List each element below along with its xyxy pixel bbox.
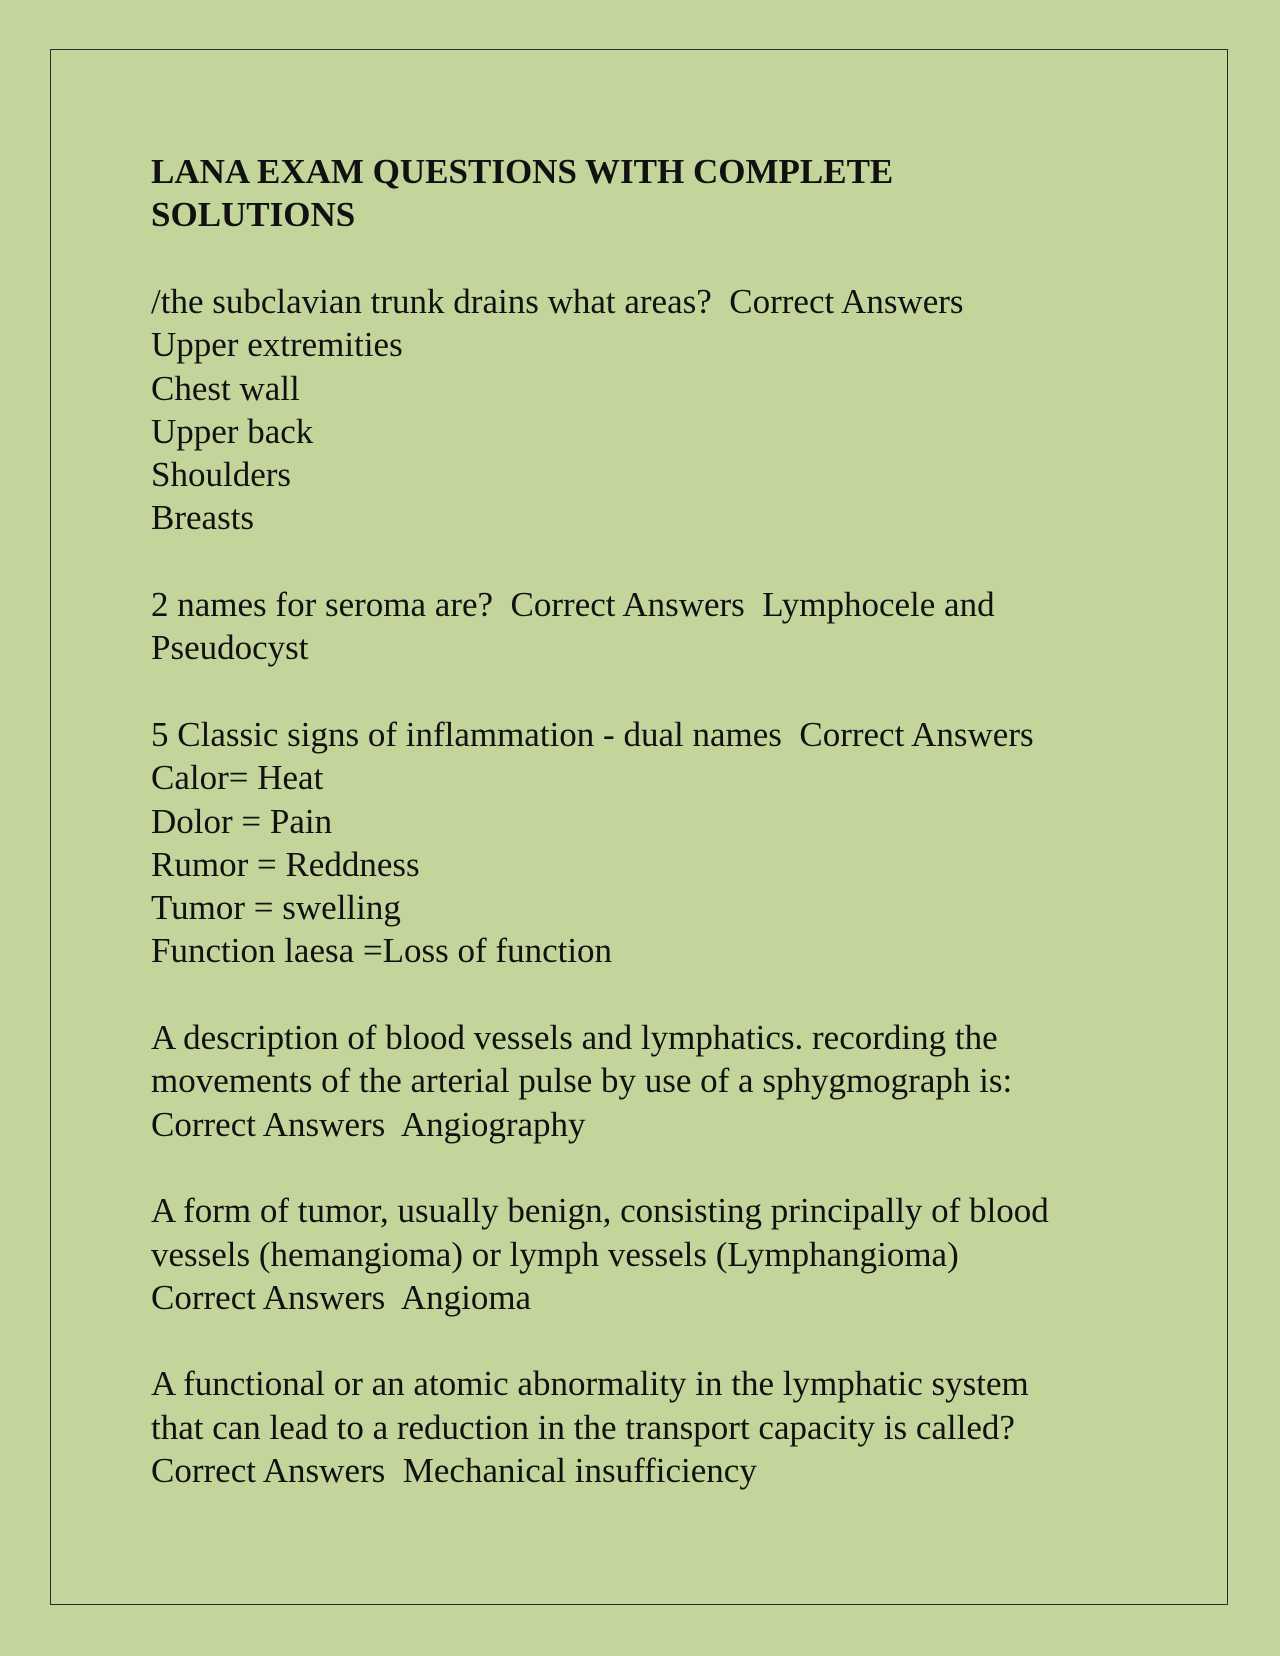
answer-line: Correct Answers Mechanical insufficiency bbox=[151, 1451, 757, 1491]
qa-block-inflammation-signs bbox=[151, 713, 1151, 973]
question-line: A description of blood vessels and lymphatics. recording the bbox=[151, 1018, 998, 1058]
qa-block-mechanical-insufficiency bbox=[151, 1362, 1151, 1492]
qa-block-subclavian-trunk bbox=[151, 280, 1151, 540]
question-line: vessels (hemangioma) or lymph vessels (Lymphangioma) bbox=[151, 1234, 959, 1274]
answer-line: Tumor = swelling bbox=[151, 888, 401, 928]
question-line: A form of tumor, usually benign, consisting principally of blood bbox=[151, 1191, 1049, 1231]
qa-list bbox=[151, 280, 1151, 1492]
question-line: 5 Classic signs of inflammation - dual names Correct Answers bbox=[151, 714, 1034, 754]
answer-line: Pseudocyst bbox=[151, 628, 309, 668]
document-content bbox=[151, 150, 1151, 1536]
answer-line: Correct Answers Angioma bbox=[151, 1277, 532, 1317]
answer-line: Correct Answers Angiography bbox=[151, 1104, 586, 1144]
document-title: LANA EXAM QUESTIONS WITH COMPLETE SOLUTIONS bbox=[151, 152, 894, 234]
question-line: /the subclavian trunk drains what areas? Correct Answers bbox=[151, 282, 964, 321]
answer-line: Calor= Heat bbox=[151, 758, 324, 798]
answer-line: Breasts bbox=[151, 498, 255, 538]
answer-line: Upper extremities bbox=[151, 325, 403, 365]
answer-line: Dolor = Pain bbox=[151, 801, 333, 841]
qa-block-seroma-names bbox=[151, 583, 1151, 670]
question-line: that can lead to a reduction in the transport capacity is called? bbox=[151, 1407, 1015, 1447]
qa-block-angioma bbox=[151, 1189, 1151, 1319]
qa-block-angiography bbox=[151, 1016, 1151, 1146]
answer-line: Rumor = Reddness bbox=[151, 844, 420, 884]
question-line: movements of the arterial pulse by use of a sphygmograph is: bbox=[151, 1061, 1013, 1101]
answer-line: Function laesa =Loss of function bbox=[151, 931, 613, 971]
question-line: A functional or an atomic abnormality in the lymphatic system bbox=[151, 1364, 1029, 1404]
question-line: 2 names for seroma are? Correct Answers Lymphocele and bbox=[151, 585, 995, 625]
answer-line: Shoulders bbox=[151, 455, 291, 495]
answer-line: Upper back bbox=[151, 411, 314, 451]
answer-line: Chest wall bbox=[151, 368, 300, 408]
